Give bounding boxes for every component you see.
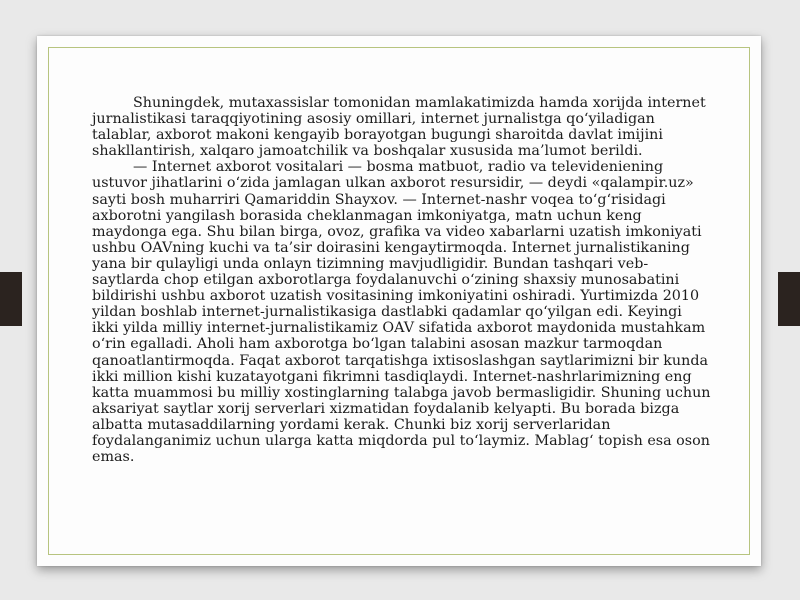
paragraph-intro: Shuningdek, mutaxassislar tomonidan mamlakatimizda hamda xorijda internet jurnalistikasi taraqqiyotining asosiy omillari, internet jurnalistga qo‘yiladigan talablar, axborot makoni kengayib borayotgan bugungi sharoitda davlat imijini shakllantirish, xalqaro jamoatchilik va boshqalar xususida ma’lumot berildi.	[92, 95, 706, 160]
right-side-tab	[778, 272, 800, 326]
left-side-tab	[0, 272, 22, 326]
slide-text-body	[92, 95, 712, 465]
paragraph-quote: — Internet axborot vositalari — bosma matbuot, radio va televideniening ustuvor jihatlarini o‘zida jamlagan ulkan axborot resursidir, — deydi «qalampir.uz» sayti bosh muharriri Qamariddin Shayxov. — Internet-nashr voqea to‘g‘risidagi axborotni yangilash borasida cheklanmagan imkoniyatga, matn uchun keng maydonga ega. Shu bilan birga, ovoz, grafika va video xabarlarni uzatish imkoniyati ushbu OAVning kuchi va ta’sir doirasini kengaytirmoqda. Internet jurnalistikaning yana bir qulayligi unda onlayn tizimning mavjudligidir. Bundan tashqari veb-saytlarda chop etilgan axborotlarga foydalanuvchi o‘zining shaxsiy munosabatini bildirishi ushbu axborot uzatish vositasining imkoniyatini oshiradi. Yurtimizda 2010 yildan boshlab internet-jurnalistikasiga dastlabki qadamlar qo‘yilgan edi. Keyingi ikki yilda milliy internet-jurnalistikamiz OAV sifatida axborot maydonida mustahkam o‘rin egalladi. Aholi ham axborotga bo‘lgan talabini asosan mazkur tarmoqdan qanoatlantirmoqda. Faqat axborot tarqatishga ixtisoslashgan saytlarimizni bir kunda ikki million kishi kuzatayotgani fikrimni tasdiqlaydi. Internet-nashrlarimizning eng katta muammosi bu milliy xostinglarning talabga javob bermasligidir. Shuning uchun aksariyat saytlar xorij serverlari xizmatidan foydalanib kelyapti. Bu borada bizga albatta mutasaddilarning yordami kerak. Chunki biz xorij serverlaridan foydalanganimiz uchun ularga katta miqdorda pul to‘laymiz. Mablag‘ topish esa oson emas.	[92, 159, 711, 466]
